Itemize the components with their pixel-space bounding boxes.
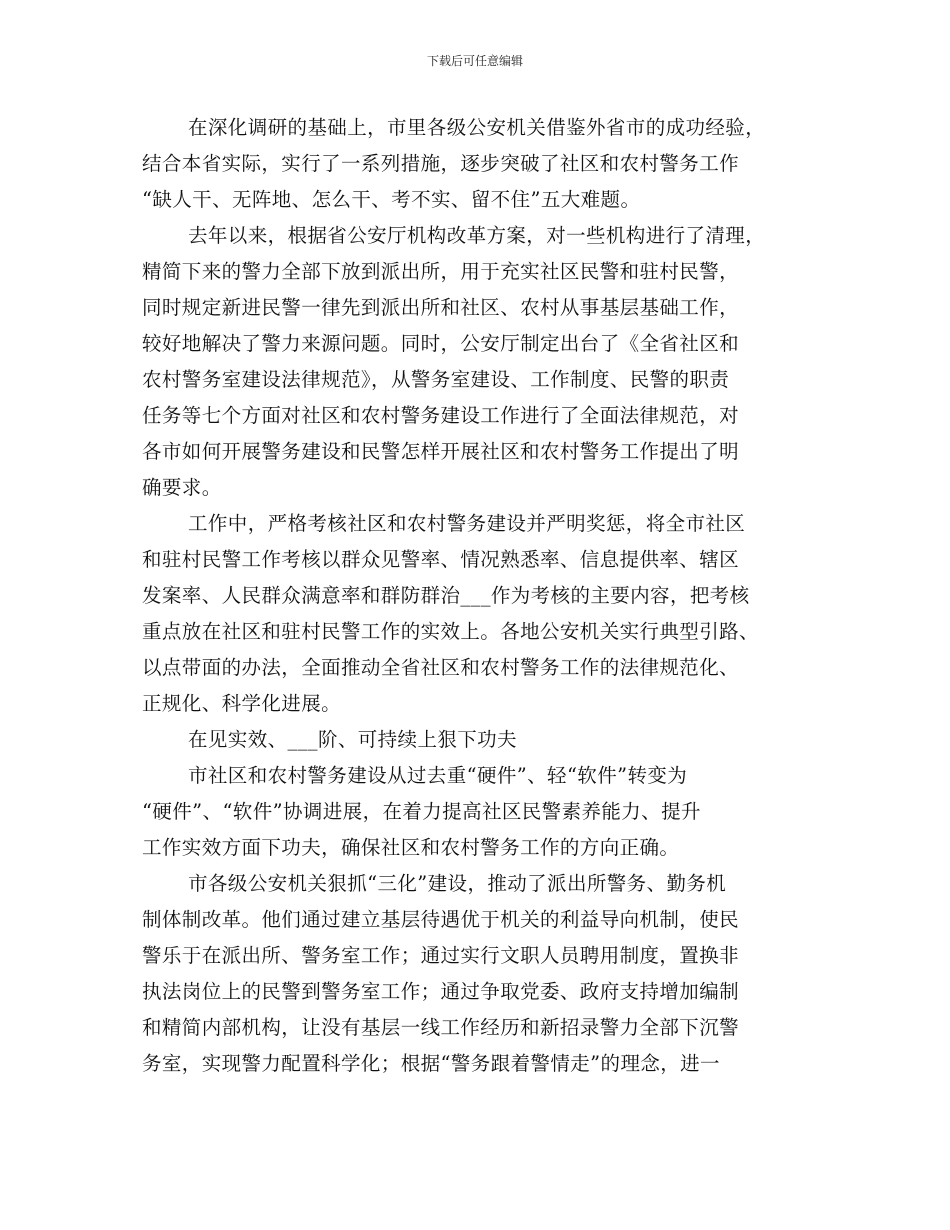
text-line: 结合本省实际，实行了一系列措施，逐步突破了社区和农村警务工作 bbox=[142, 152, 740, 175]
text-line: 务室，实现警力配置科学化；根据“警务跟着警情走”的理念，进一 bbox=[142, 1052, 720, 1075]
text-line: 重点放在社区和驻村民警工作的实效上。各地公安机关实行典型引路、 bbox=[142, 620, 759, 643]
section-heading: 在见实效、___阶、可持续上狠下功夫 bbox=[188, 728, 517, 751]
text-line: 市社区和农村警务建设从过去重“硬件”、轻“软件”转变为 bbox=[188, 764, 688, 787]
text-line: 确要求。 bbox=[142, 476, 222, 499]
text-line: 正规化、科学化进展。 bbox=[142, 692, 342, 715]
text-line: 各市如何开展警务建设和民警怎样开展社区和农村警务工作提出了明 bbox=[142, 440, 740, 463]
text-line: 工作中，严格考核社区和农村警务建设并严明奖惩，将全市社区 bbox=[188, 512, 746, 535]
text-line: 执法岗位上的民警到警务室工作；通过争取党委、政府支持增加编制 bbox=[142, 980, 740, 1003]
text-line: 以点带面的办法，全面推动全省社区和农村警务工作的法律规范化、 bbox=[142, 656, 740, 679]
document-body bbox=[142, 110, 822, 1082]
text-line: 任务等七个方面对社区和农村警务建设工作进行了全面法律规范，对 bbox=[142, 404, 740, 427]
text-line: 同时规定新进民警一律先到派出所和社区、农村从事基层基础工作， bbox=[142, 296, 740, 319]
text-line: 市各级公安机关狠抓“三化”建设，推动了派出所警务、勤务机 bbox=[188, 872, 727, 895]
page-header: 下载后可任意编辑 bbox=[426, 54, 523, 68]
text-line: 制体制改革。他们通过建立基层待遇优于机关的利益导向机制，使民 bbox=[142, 908, 740, 931]
text-line: 和驻村民警工作考核以群众见警率、情况熟悉率、信息提供率、辖区 bbox=[142, 548, 740, 571]
text-line: 去年以来，根据省公安厅机构改革方案，对一些机构进行了清理， bbox=[188, 224, 766, 247]
text-line: 农村警务室建设法律规范》，从警务室建设、工作制度、民警的职责 bbox=[142, 368, 730, 391]
text-line: 发案率、人民群众满意率和群防群治___作为考核的主要内容，把考核 bbox=[142, 584, 750, 607]
text-line: 精简下来的警力全部下放到派出所，用于充实社区民警和驻村民警， bbox=[142, 260, 740, 283]
text-line: 工作实效方面下功夫，确保社区和农村警务工作的方向正确。 bbox=[142, 836, 680, 859]
text-line: 较好地解决了警力来源问题。同时，公安厅制定出台了《全省社区和 bbox=[142, 332, 740, 355]
text-line: 警乐于在派出所、警务室工作；通过实行文职人员聘用制度，置换非 bbox=[142, 944, 740, 967]
text-line: 和精简内部机构，让没有基层一线工作经历和新招录警力全部下沉警 bbox=[142, 1016, 740, 1039]
text-line: “缺人干、无阵地、怎么干、考不实、留不住”五大难题。 bbox=[142, 188, 641, 211]
text-line: “硬件”、“软件”协调进展，在着力提高社区民警素养能力、提升 bbox=[142, 800, 701, 823]
text-line: 在深化调研的基础上，市里各级公安机关借鉴外省市的成功经验， bbox=[188, 116, 766, 139]
